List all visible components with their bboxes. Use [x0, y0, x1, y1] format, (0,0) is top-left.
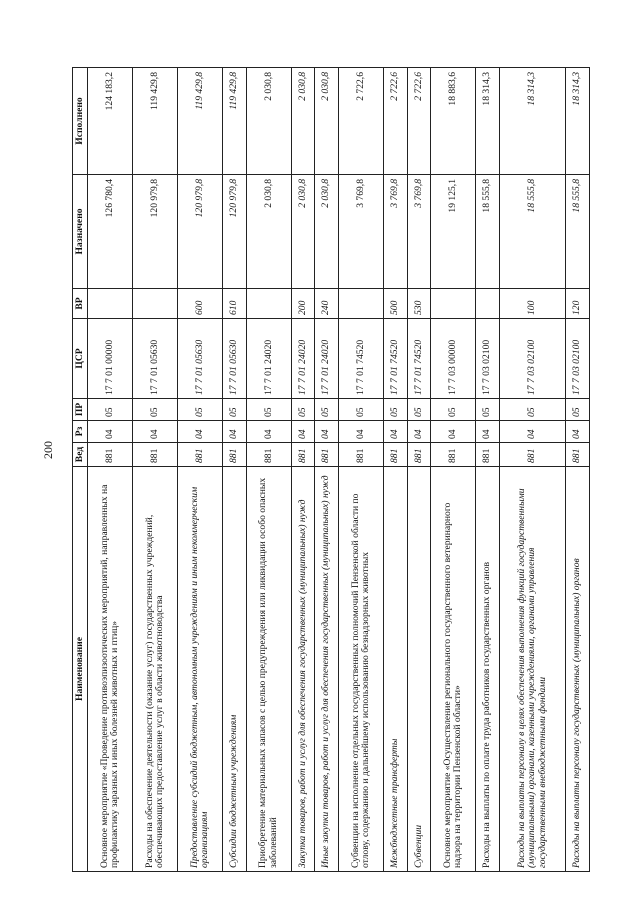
table-row [476, 68, 500, 872]
cell-ved: 881 [88, 443, 133, 467]
cell-vr: 610 [223, 289, 247, 319]
cell-vr [476, 289, 500, 319]
cell-pr: 05 [291, 399, 315, 421]
page-number: 200 [41, 441, 55, 459]
cell-pr: 05 [246, 399, 291, 421]
cell-csr: 17 7 03 02100 [499, 319, 566, 399]
cell-csr: 17 7 01 00000 [88, 319, 133, 399]
header-vr: ВР [73, 289, 88, 319]
cell-executed: 119 429,8 [178, 68, 223, 175]
table-row [315, 68, 339, 872]
cell-executed: 2 722,6 [384, 68, 408, 175]
cell-executed: 2 030,8 [315, 68, 339, 175]
cell-ved: 881 [407, 443, 431, 467]
cell-executed: 124 183,2 [88, 68, 133, 175]
table-row [291, 68, 315, 872]
cell-assigned: 19 125,1 [431, 175, 476, 289]
cell-assigned: 3 769,8 [384, 175, 408, 289]
table-row [246, 68, 291, 872]
cell-ved: 881 [246, 443, 291, 467]
cell-vr [88, 289, 133, 319]
cell-rz: 04 [133, 421, 178, 443]
cell-ved: 881 [566, 443, 590, 467]
cell-assigned: 2 030,8 [315, 175, 339, 289]
cell-executed: 2 030,8 [291, 68, 315, 175]
cell-pr: 05 [384, 399, 408, 421]
cell-csr: 17 7 03 00000 [431, 319, 476, 399]
cell-rz: 04 [246, 421, 291, 443]
cell-name: Расходы на выплаты по оплате труда работников государственных органов [476, 467, 500, 872]
cell-vr: 100 [499, 289, 566, 319]
cell-rz: 04 [223, 421, 247, 443]
cell-rz: 04 [431, 421, 476, 443]
cell-assigned: 18 555,8 [566, 175, 590, 289]
cell-ved: 881 [178, 443, 223, 467]
table-row [431, 68, 476, 872]
cell-rz: 04 [88, 421, 133, 443]
cell-executed: 18 314,3 [566, 68, 590, 175]
table-row [566, 68, 590, 872]
cell-vr: 120 [566, 289, 590, 319]
cell-ved: 881 [431, 443, 476, 467]
cell-ved: 881 [133, 443, 178, 467]
table-body [88, 68, 590, 872]
rotated-table-container [72, 68, 590, 872]
cell-name: Предоставление субсидий бюджетным, автономным учреждениям и иным некоммерческим организациям [178, 467, 223, 872]
table-row [223, 68, 247, 872]
cell-assigned: 2 030,8 [291, 175, 315, 289]
cell-executed: 119 429,8 [223, 68, 247, 175]
cell-vr: 240 [315, 289, 339, 319]
cell-name: Субсидии бюджетным учреждениям [223, 467, 247, 872]
table-row [407, 68, 431, 872]
cell-assigned: 2 030,8 [246, 175, 291, 289]
cell-pr: 05 [133, 399, 178, 421]
table-row [178, 68, 223, 872]
cell-ved: 881 [291, 443, 315, 467]
cell-name: Расходы на выплаты персоналу в целях обеспечения выполнения функций государственными (муниципальными) органами, казенными учреждениями, органами управления государственными внебюджетными фондами [499, 467, 566, 872]
cell-name: Закупка товаров, работ и услуг для обеспечения государственных (муниципальных) нужд [291, 467, 315, 872]
cell-name: Субвенции на исполнение отдельных государственных полномочий Пензенской области по отлову, содержанию и дальнейшему использованию безнадзорных животных [338, 467, 383, 872]
header-executed: Исполнено [73, 68, 88, 175]
cell-executed: 18 314,3 [476, 68, 500, 175]
cell-ved: 881 [223, 443, 247, 467]
table-header-row [73, 68, 88, 872]
cell-csr: 17 7 01 74520 [338, 319, 383, 399]
cell-pr: 05 [566, 399, 590, 421]
header-csr: ЦСР [73, 319, 88, 399]
table-row [338, 68, 383, 872]
cell-csr: 17 7 01 24020 [315, 319, 339, 399]
cell-pr: 05 [338, 399, 383, 421]
cell-csr: 17 7 03 02100 [566, 319, 590, 399]
cell-assigned: 18 555,8 [476, 175, 500, 289]
header-ved: Вед [73, 443, 88, 467]
table-row [133, 68, 178, 872]
cell-ved: 881 [338, 443, 383, 467]
table-row [499, 68, 566, 872]
cell-assigned: 126 780,4 [88, 175, 133, 289]
cell-rz: 04 [384, 421, 408, 443]
cell-name: Расходы на выплаты персоналу государственных (муниципальных) органов [566, 467, 590, 872]
cell-name: Приобретение материальных запасов с целью предупреждения или ликвидации особо опасных заболеваний [246, 467, 291, 872]
cell-ved: 881 [315, 443, 339, 467]
table-row [88, 68, 133, 872]
cell-csr: 17 7 01 74520 [384, 319, 408, 399]
budget-table [72, 67, 590, 872]
header-assigned: Назначено [73, 175, 88, 289]
cell-executed: 18 314,3 [499, 68, 566, 175]
cell-assigned: 3 769,8 [338, 175, 383, 289]
cell-ved: 881 [476, 443, 500, 467]
cell-csr: 17 7 01 05630 [133, 319, 178, 399]
cell-rz: 04 [476, 421, 500, 443]
cell-executed: 2 722,6 [407, 68, 431, 175]
cell-name: Основное мероприятие «Осуществление регионального государственного ветеринарного надзора на территории Пензенской области» [431, 467, 476, 872]
cell-executed: 18 883,6 [431, 68, 476, 175]
cell-pr: 05 [178, 399, 223, 421]
cell-csr: 17 7 01 24020 [246, 319, 291, 399]
cell-pr: 05 [476, 399, 500, 421]
cell-assigned: 120 979,8 [223, 175, 247, 289]
cell-vr: 530 [407, 289, 431, 319]
cell-assigned: 120 979,8 [133, 175, 178, 289]
cell-assigned: 18 555,8 [499, 175, 566, 289]
cell-csr: 17 7 01 74520 [407, 319, 431, 399]
cell-ved: 881 [499, 443, 566, 467]
cell-pr: 05 [499, 399, 566, 421]
header-pr: ПР [73, 399, 88, 421]
cell-assigned: 3 769,8 [407, 175, 431, 289]
cell-rz: 04 [338, 421, 383, 443]
cell-name: Субвенции [407, 467, 431, 872]
cell-rz: 04 [291, 421, 315, 443]
table-row [384, 68, 408, 872]
cell-assigned: 120 979,8 [178, 175, 223, 289]
cell-vr: 500 [384, 289, 408, 319]
cell-vr [338, 289, 383, 319]
cell-vr: 600 [178, 289, 223, 319]
cell-pr: 05 [407, 399, 431, 421]
cell-csr: 17 7 01 24020 [291, 319, 315, 399]
cell-pr: 05 [88, 399, 133, 421]
cell-vr [431, 289, 476, 319]
cell-rz: 04 [315, 421, 339, 443]
cell-pr: 05 [431, 399, 476, 421]
cell-csr: 17 7 03 02100 [476, 319, 500, 399]
cell-executed: 2 722,6 [338, 68, 383, 175]
cell-rz: 04 [178, 421, 223, 443]
header-name: Наименование [73, 467, 88, 872]
header-rz: Рз [73, 421, 88, 443]
cell-rz: 04 [566, 421, 590, 443]
cell-ved: 881 [384, 443, 408, 467]
cell-vr: 200 [291, 289, 315, 319]
cell-rz: 04 [407, 421, 431, 443]
cell-csr: 17 7 01 05630 [223, 319, 247, 399]
cell-vr [246, 289, 291, 319]
cell-name: Иные закупки товаров, работ и услуг для обеспечения государственных (муниципальных) нужд [315, 467, 339, 872]
cell-name: Основное мероприятие «Проведение противоэпизоотических мероприятий, направленных на профилактику заразных и иных болезней животных и птиц» [88, 467, 133, 872]
cell-name: Межбюджетные трансферты [384, 467, 408, 872]
cell-name: Расходы на обеспечение деятельности (оказание услуг) государственных учреждений, обеспечивающих предоставление услуг в области животноводства [133, 467, 178, 872]
cell-csr: 17 7 01 05630 [178, 319, 223, 399]
cell-executed: 2 030,8 [246, 68, 291, 175]
cell-executed: 119 429,8 [133, 68, 178, 175]
cell-rz: 04 [499, 421, 566, 443]
cell-pr: 05 [223, 399, 247, 421]
cell-vr [133, 289, 178, 319]
cell-pr: 05 [315, 399, 339, 421]
